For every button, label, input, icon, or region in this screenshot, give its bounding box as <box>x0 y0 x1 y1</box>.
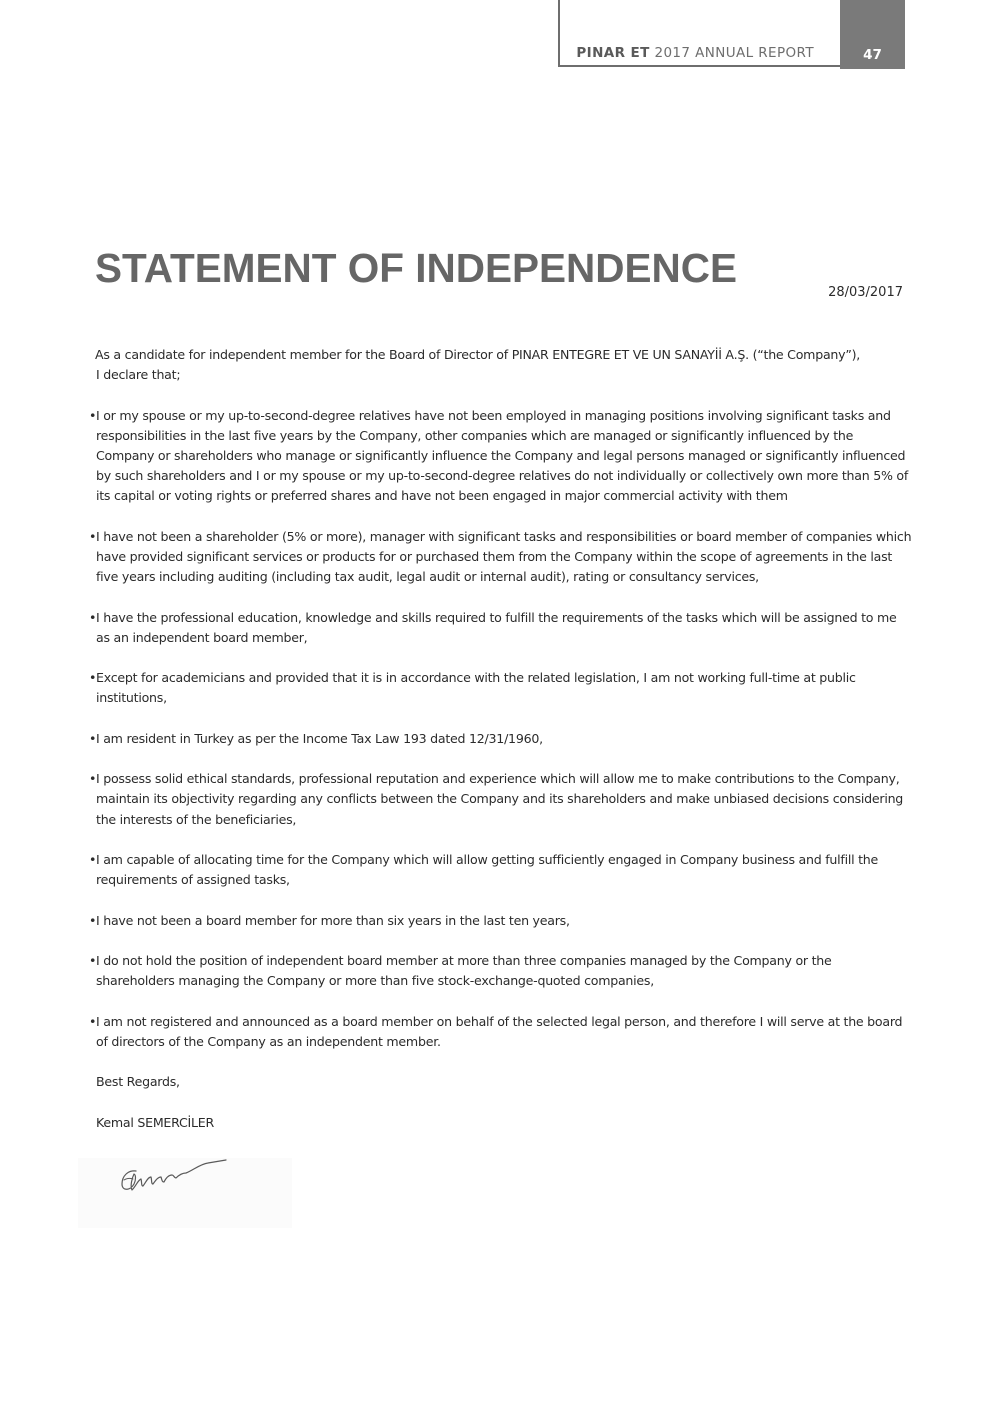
list-item-text: I have the professional education, knowledge and skills required to fulfill the requirements of the tasks which will be assigned to me as an independent board member, <box>96 609 897 645</box>
list-item-text: Except for academicians and provided that it is in accordance with the related legislation, I am not working full-time at public institutions, <box>96 670 856 706</box>
list-item-text: I do not hold the position of independent board member at more than three companies managed by the Company or the shareholders managing the Company or more than five stock-exchange-quoted companies, <box>96 952 832 989</box>
intro-line-1: As a candidate for independent member for the Board of Director of PINAR ENTEGRE ET VE UN SANAYİİ A.Ş. (“the Company”), <box>95 347 861 362</box>
bullet-icon: • <box>89 851 97 867</box>
list-item <box>90 668 912 708</box>
bullet-icon: • <box>89 609 97 625</box>
bullet-icon: • <box>89 528 97 544</box>
bullet-icon: • <box>89 952 97 968</box>
list-item <box>90 527 912 588</box>
list-item-text: I have not been a shareholder (5% or more), manager with significant tasks and responsibilities or board member of companies which have provided significant services or products for or purchased them from the Company within the scope of agreements in the last five years including auditing (including tax audit, legal audit or internal audit), rating or consultancy services, <box>96 528 912 585</box>
declaration-list <box>90 406 912 1052</box>
list-item-text: I am resident in Turkey as per the Income Tax Law 193 dated 12/31/1960, <box>96 730 543 746</box>
intro-line-2: I declare that; <box>96 367 181 383</box>
list-item <box>90 850 912 890</box>
list-item <box>90 406 912 507</box>
bullet-icon: • <box>89 670 97 686</box>
statement-body <box>90 345 912 1153</box>
closing-salutation: Best Regards, <box>96 1074 180 1090</box>
list-item <box>90 951 912 991</box>
report-name: 2017 ANNUAL REPORT <box>649 45 814 61</box>
page-number: 47 <box>863 47 882 63</box>
bullet-icon: • <box>89 730 97 746</box>
list-item <box>90 1012 912 1052</box>
bullet-icon: • <box>89 771 97 787</box>
list-item-text: I possess solid ethical standards, professional reputation and experience which will allow me to make contributions to the Company, maintain its objectivity regarding any conflicts between the Company and its shareholders and make unbiased decisions considering the interests of the beneficiaries, <box>96 771 904 827</box>
bullet-icon: • <box>89 1013 97 1029</box>
list-item <box>90 911 912 931</box>
brand-name: PINAR ET <box>576 45 650 61</box>
page-title: STATEMENT OF INDEPENDENCE <box>95 245 738 291</box>
list-item-text: I have not been a board member for more than six years in the last ten years, <box>96 912 570 928</box>
intro-paragraph <box>90 345 912 385</box>
report-header <box>576 45 814 61</box>
statement-date: 28/03/2017 <box>828 285 903 300</box>
bullet-icon: • <box>89 912 97 928</box>
header-tab <box>558 0 840 67</box>
list-item-text: I or my spouse or my up-to-second-degree relatives have not been employed in managing positions involving significant tasks and responsibilities in the last five years by the Company, other companies which are managed or significantly influenced by the Company or shareholders who manage or significantly influence the Company and legal persons managed or significantly influenced by such shareholders and I or my spouse or my up-to-second-degree relatives do not individually or collectively own more than 5% of its capital or voting rights or preferred shares and have not been engaged in major commercial activity with them <box>96 407 909 504</box>
page-number-box <box>840 0 905 69</box>
signatory-name: Kemal SEMERCİLER <box>96 1114 214 1130</box>
list-item-text: I am capable of allocating time for the Company which will allow getting sufficiently engaged in Company business and fulfill the requirements of assigned tasks, <box>96 851 878 888</box>
signature-image <box>78 1158 292 1228</box>
handwritten-signature <box>78 1158 292 1228</box>
bullet-icon: • <box>89 407 97 423</box>
list-item <box>90 769 912 830</box>
list-item <box>90 729 912 749</box>
list-item <box>90 608 912 648</box>
list-item-text: I am not registered and announced as a board member on behalf of the selected legal person, and therefore I will serve at the board of directors of the Company as an independent member. <box>96 1013 903 1049</box>
